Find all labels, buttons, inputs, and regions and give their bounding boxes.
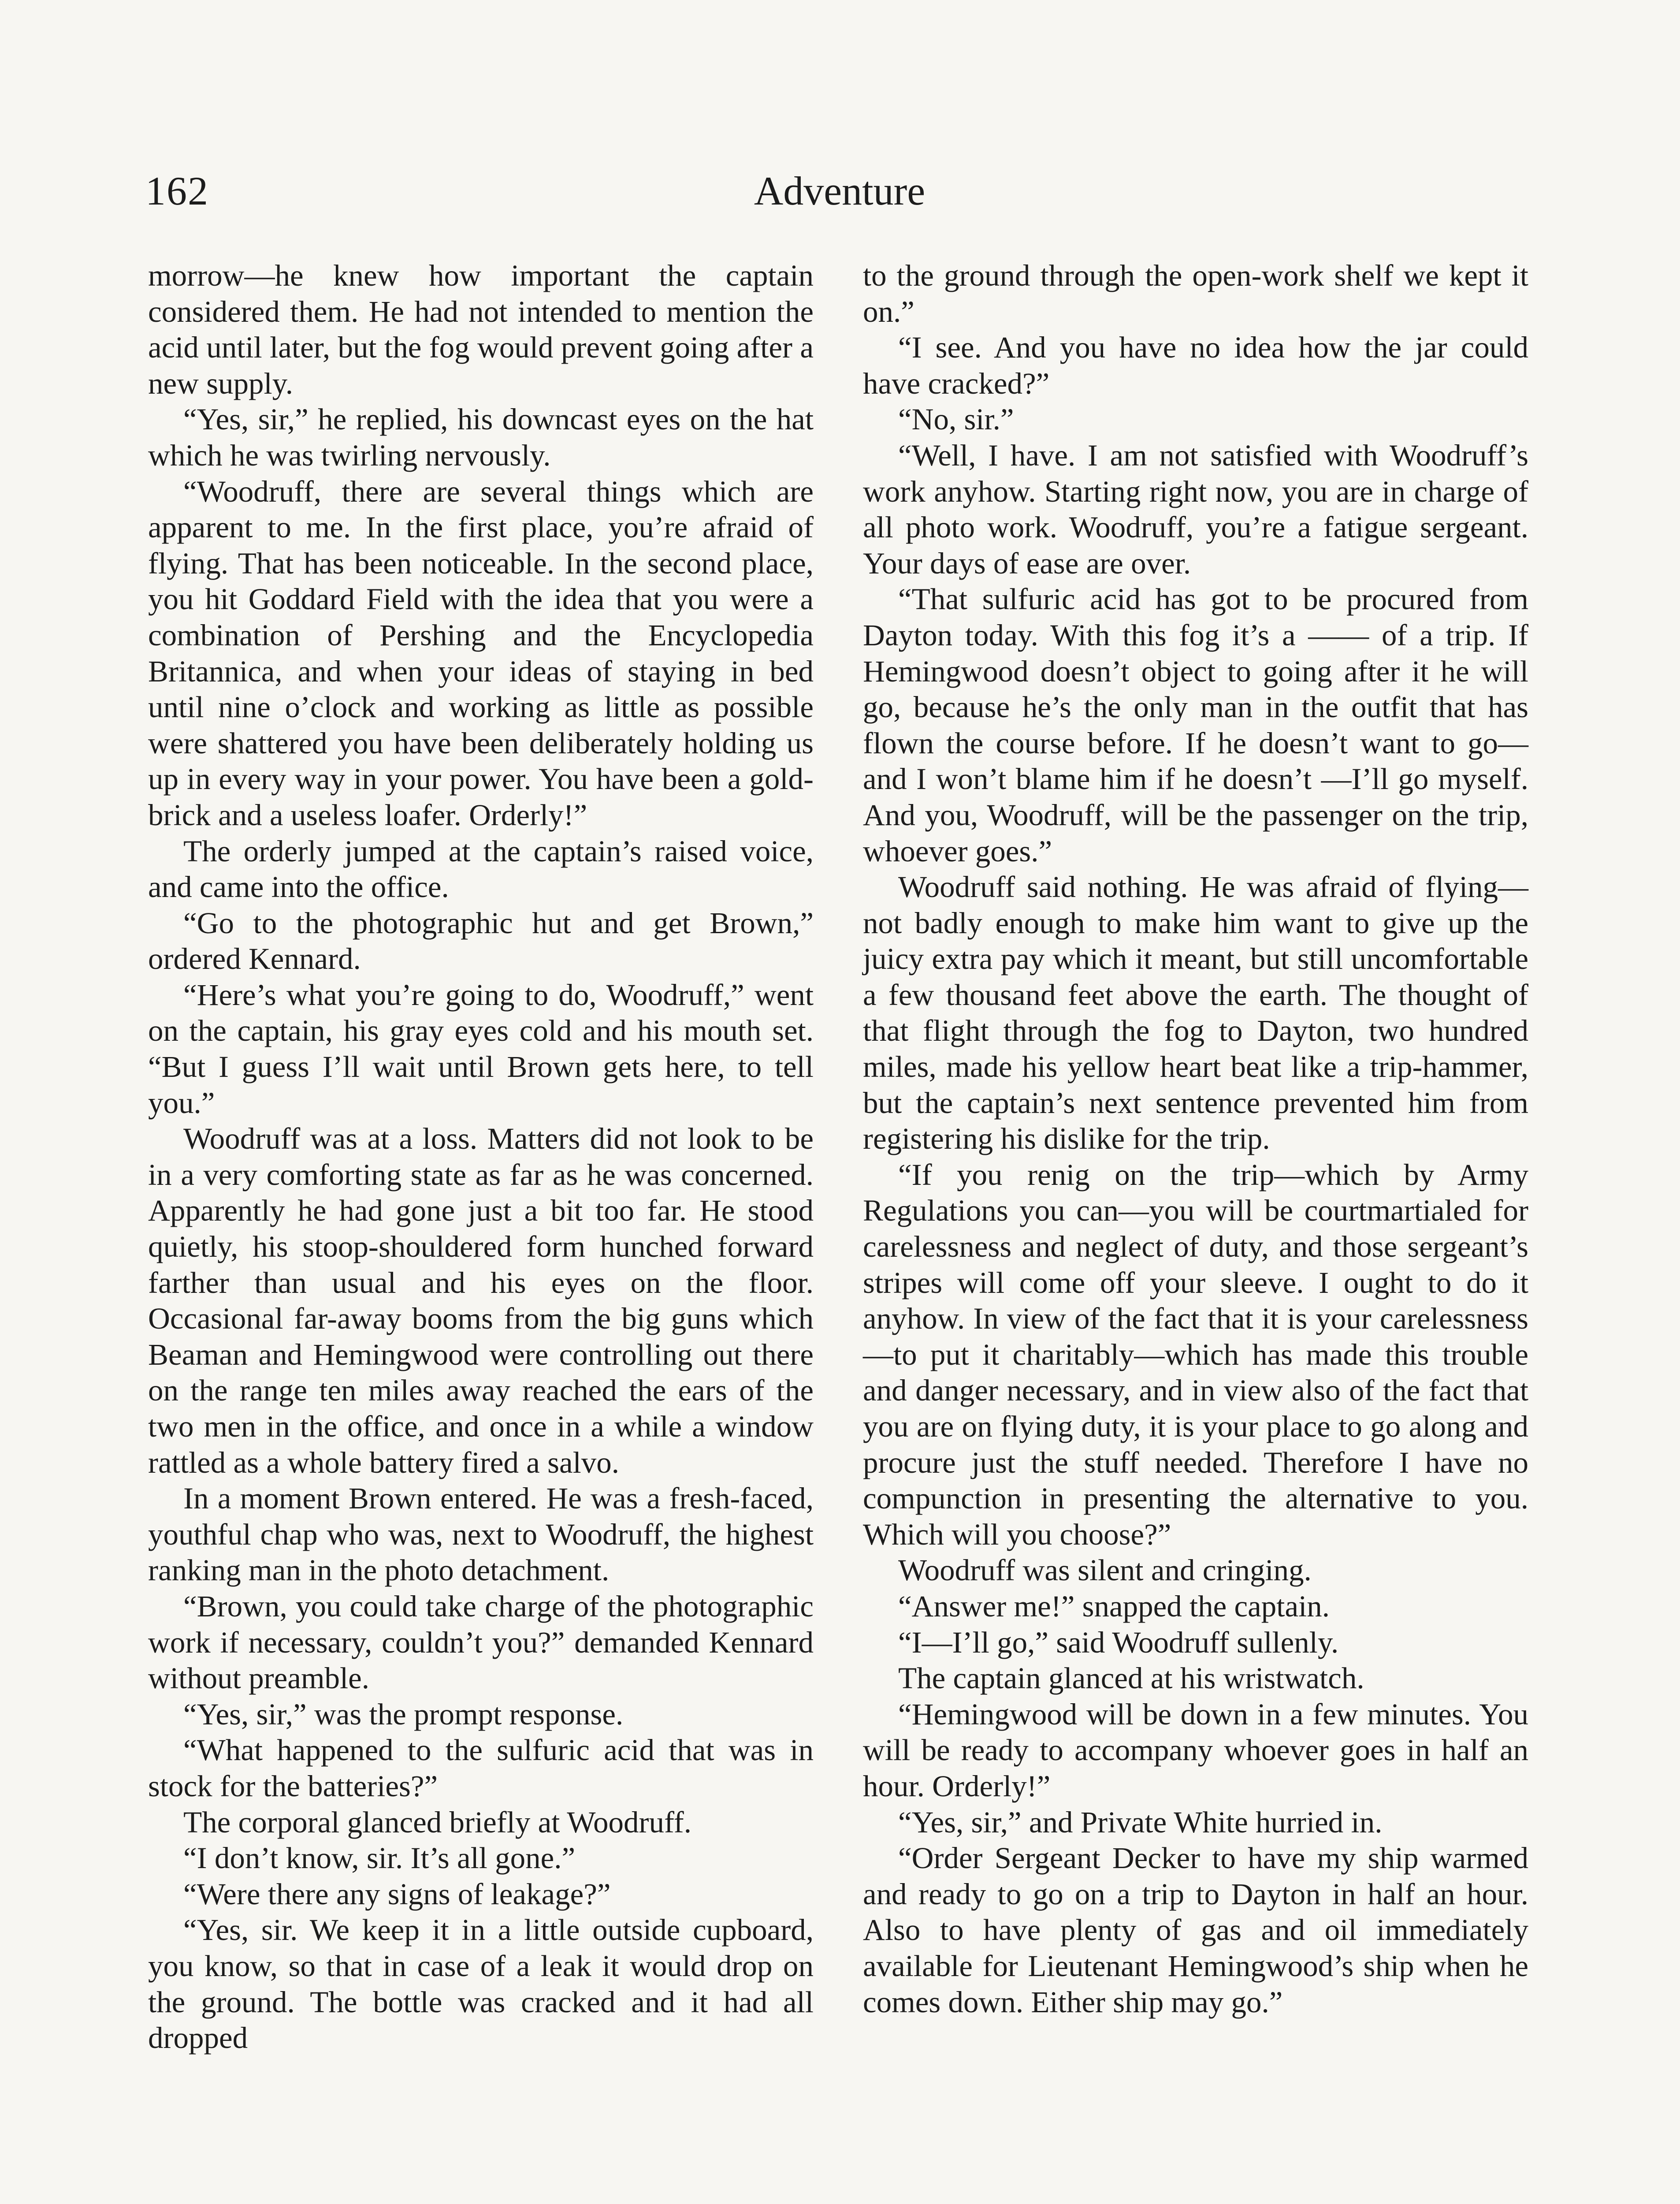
paragraph: “Yes, sir,” was the prompt response.	[183, 1697, 624, 1731]
paragraph: “Were there any signs of leakage?”	[183, 1877, 611, 1911]
paragraph: Woodruff was at a loss. Matters did not look to be in a very comforting state as far as he was concerned. Apparently he had gone just a bit too far. He stood quietly, his stoop-shouldered form hunched forward farther than usual and his eyes on the floor. Occasional far-away booms from the big guns which Beaman and Hemingwood were controlling out there on the range ten miles away reached the ears of the two men in the office, and once in a while a window rattled as a whole battery fired a salvo.	[148, 1122, 814, 1479]
paragraph: Woodruff was silent and cringing.	[898, 1553, 1312, 1587]
paragraph: The corporal glanced briefly at Woodruff.	[183, 1805, 691, 1839]
paragraph: “What happened to the sulfuric acid that was in stock for the batteries?”	[148, 1733, 814, 1803]
paragraph: morrow—he knew how important the captain considered them. He had not intended to mention the acid until later, but the fog would prevent going after a new supply.	[148, 259, 814, 400]
paragraph: “I don’t know, sir. It’s all gone.”	[183, 1841, 576, 1875]
left-column	[148, 258, 814, 2056]
paragraph: In a moment Brown entered. He was a fresh-faced, youthful chap who was, next to Woodruff, the highest ranking man in the photo detachment.	[148, 1482, 814, 1587]
page-number: 162	[145, 168, 209, 213]
paragraph: The orderly jumped at the captain’s raised voice, and came into the office.	[148, 834, 814, 904]
paragraph: “That sulfuric acid has got to be procured from Dayton today. With this fog it’s a —— of a trip. If Hemingwood doesn’t object to going after it he will go, because he’s the only man in the outfit that has flown the course before. If he doesn’t want to go—and I won’t blame him if he doesn’t —I’ll go myself. And you, Woodruff, will be the passenger on the trip, whoever goes.”	[863, 582, 1528, 868]
paragraph: “Yes, sir,” he replied, his downcast eyes on the hat which he was twirling nervously.	[148, 402, 814, 472]
paragraph: to the ground through the open-work shelf we kept it on.”	[863, 259, 1528, 328]
paragraph: The captain glanced at his wristwatch.	[898, 1661, 1364, 1695]
paragraph: “Brown, you could take charge of the photographic work if necessary, couldn’t you?” demanded Kennard without preamble.	[148, 1589, 814, 1695]
paragraph: “Woodruff, there are several things which are apparent to me. In the first place, you’re afraid of flying. That has been noticeable. In the second place, you hit Goddard Field with the idea that you were a combination of Pershing and the Encyclopedia Britannica, and when your ideas of staying in bed until nine o’clock and working as little as possible were shattered you have been deliberately holding us up in every way in your power. You have been a gold-brick and a useless loafer. Orderly!”	[148, 474, 814, 832]
paragraph: “I see. And you have no idea how the jar could have cracked?”	[863, 331, 1528, 400]
paragraph: “No, sir.”	[898, 402, 1014, 436]
paragraph: “Yes, sir. We keep it in a little outside cupboard, you know, so that in case of a leak it would drop on the ground. The bottle was cracked and it had all dropped	[148, 1913, 814, 2055]
paragraph: Woodruff said nothing. He was afraid of flying—not badly enough to make him want to give up the juicy extra pay which it meant, but still uncomfortable a few thousand feet above the earth. The thought of that flight through the fog to Dayton, two hundred miles, made his yellow heart beat like a trip-hammer, but the captain’s next sentence prevented him from registering his dislike for the trip.	[863, 870, 1528, 1156]
paragraph: “Answer me!” snapped the captain.	[898, 1589, 1330, 1623]
page-header	[145, 168, 1534, 229]
paragraph: “Yes, sir,” and Private White hurried in.	[898, 1805, 1383, 1839]
paragraph: “Well, I have. I am not satisfied with Woodruff’s work anyhow. Starting right now, you are in charge of all photo work. Woodruff, you’re a fatigue sergeant. Your days of ease are over.	[863, 438, 1528, 580]
paragraph: “Hemingwood will be down in a few minutes. You will be ready to accompany whoever goes in half an hour. Orderly!”	[863, 1697, 1528, 1803]
paragraph: “If you renig on the trip—which by Army Regulations you can—you will be courtmartialed for carelessness and neglect of duty, and those sergeant’s stripes will come off your sleeve. I ought to do it anyhow. In view of the fact that it is your carelessness—to put it charitably—which has made this trouble and danger necessary, and in view also of the fact that you are on flying duty, it is your place to go along and procure just the stuff needed. Therefore I have no compunction in presenting the alternative to you. Which will you choose?”	[863, 1158, 1528, 1551]
paragraph: “Go to the photographic hut and get Brown,” ordered Kennard.	[148, 906, 814, 976]
running-title: Adventure	[754, 168, 925, 213]
paragraph: “I—I’ll go,” said Woodruff sullenly.	[898, 1625, 1339, 1659]
paragraph: “Here’s what you’re going to do, Woodruff,” went on the captain, his gray eyes cold and his mouth set. “But I guess I’ll wait until Brown gets here, to tell you.”	[148, 978, 814, 1120]
right-column	[863, 258, 1528, 2020]
paragraph: “Order Sergeant Decker to have my ship warmed and ready to go on a trip to Dayton in half an hour. Also to have plenty of gas and oil immediately available for Lieutenant Hemingwood’s ship when he comes down. Either ship may go.”	[863, 1841, 1528, 2019]
